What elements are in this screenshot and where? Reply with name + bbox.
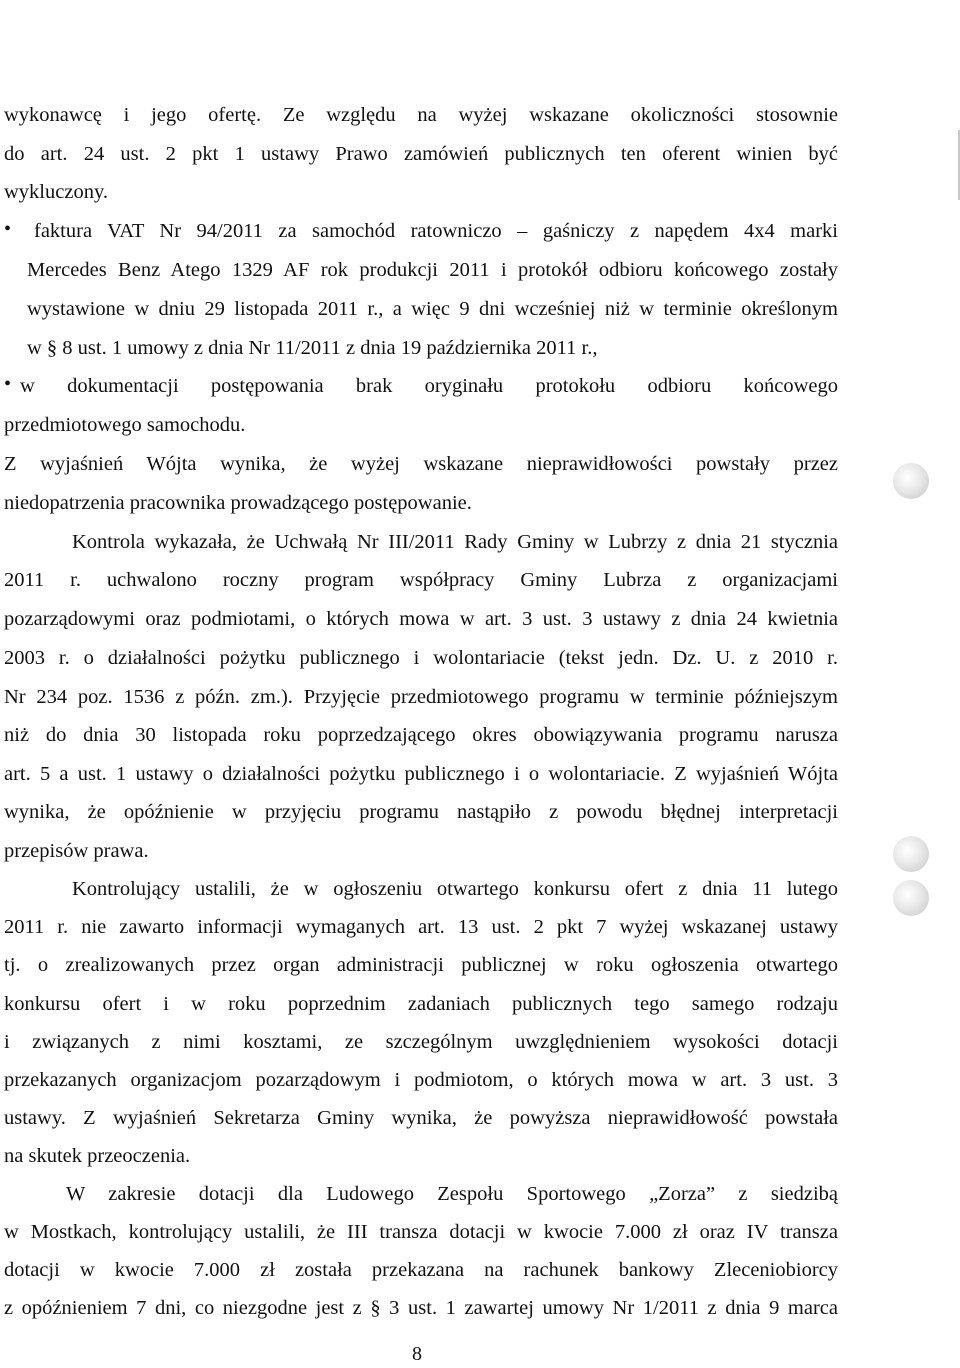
- paragraph-first-line: Kontrola wykazała, że Uchwałą Nr III/2011 Rady Gminy w Lubrzy z dnia 21 stycznia: [72, 531, 838, 553]
- bullet-marker: •: [4, 218, 12, 240]
- text-line: przedmiotowego samochodu.: [4, 414, 246, 436]
- text-line: i związanych z nimi kosztami, ze szczególnym uwzględnieniem wysokości dotacji: [4, 1031, 838, 1053]
- text-line: na skutek przeoczenia.: [4, 1145, 191, 1167]
- text-line: pozarządowymi oraz podmiotami, o których mowa w art. 3 ust. 3 ustawy z dnia 24 kwietnia: [4, 608, 838, 630]
- text-line: 2003 r. o działalności pożytku publicznego i wolontariacie (tekst jedn. Dz. U. z 2010 r.: [4, 647, 838, 669]
- text-line: w Mostkach, kontrolujący ustalili, że III transza dotacji w kwocie 7.000 zł oraz IV transza: [4, 1221, 838, 1243]
- text-line: Nr 234 poz. 1536 z późn. zm.). Przyjęcie przedmiotowego programu w terminie późniejszym: [4, 686, 838, 708]
- bullet-item-text: w dokumentacji postępowania brak oryginału protokołu odbioru końcowego: [20, 375, 838, 397]
- text-line: wynika, że opóźnienie w przyjęciu programu nastąpiło z powodu błędnej interpretacji: [4, 801, 838, 823]
- text-line: niż do dnia 30 listopada roku poprzedzającego okres obowiązywania programu narusza: [4, 724, 838, 746]
- text-line: tj. o zrealizowanych przez organ administracji publicznej w roku ogłoszenia otwartego: [4, 954, 838, 976]
- text-line: 2011 r. nie zawarto informacji wymaganych art. 13 ust. 2 pkt 7 wyżej wskazanej ustawy: [4, 916, 838, 938]
- text-line: niedopatrzenia pracownika prowadzącego postępowanie.: [4, 492, 472, 514]
- text-line: Z wyjaśnień Wójta wynika, że wyżej wskazane nieprawidłowości powstały przez: [4, 453, 838, 475]
- text-line: ustawy. Z wyjaśnień Sekretarza Gminy wynika, że powyższa nieprawidłowość powstała: [4, 1107, 838, 1129]
- text-line: do art. 24 ust. 2 pkt 1 ustawy Prawo zamówień publicznych ten oferent winien być: [4, 143, 838, 165]
- bullet-marker: •: [4, 373, 12, 395]
- text-line: przekazanych organizacjom pozarządowym i podmiotom, o których mowa w art. 3 ust. 3: [4, 1069, 838, 1091]
- punch-hole-mark: [893, 880, 929, 916]
- punch-hole-mark: [893, 836, 929, 872]
- text-line: 2011 r. uchwalono roczny program współpracy Gminy Lubrza z organizacjami: [4, 569, 838, 591]
- text-line: wykluczony.: [4, 181, 108, 203]
- paragraph-first-line: W zakresie dotacji dla Ludowego Zespołu Sportowego „Zorza” z siedzibą: [66, 1183, 838, 1205]
- text-line: w § 8 ust. 1 umowy z dnia Nr 11/2011 z dnia 19 października 2011 r.,: [27, 337, 598, 359]
- text-line: z opóźnieniem 7 dni, co niezgodne jest z § 3 ust. 1 zawartej umowy Nr 1/2011 z dnia 9 marca: [4, 1297, 838, 1319]
- text-line: dotacji w kwocie 7.000 zł została przekazana na rachunek bankowy Zleceniobiorcy: [4, 1259, 838, 1281]
- text-line: konkursu ofert i w roku poprzednim zadaniach publicznych tego samego rodzaju: [4, 993, 838, 1015]
- text-line: przepisów prawa.: [4, 840, 149, 862]
- punch-hole-mark: [893, 463, 929, 499]
- text-line: art. 5 a ust. 1 ustawy o działalności pożytku publicznego i o wolontariacie. Z wyjaśnień Wójta: [4, 763, 838, 785]
- bullet-item-text: faktura VAT Nr 94/2011 za samochód ratowniczo – gaśniczy z napędem 4x4 marki: [34, 220, 838, 242]
- page-number: 8: [412, 1343, 422, 1365]
- text-line: Mercedes Benz Atego 1329 AF rok produkcji 2011 i protokół odbioru końcowego zostały: [27, 259, 838, 281]
- paragraph-first-line: Kontrolujący ustalili, że w ogłoszeniu otwartego konkursu ofert z dnia 11 lutego: [72, 878, 838, 900]
- text-line: wystawione w dniu 29 listopada 2011 r., a więc 9 dni wcześniej niż w terminie określonym: [27, 298, 838, 320]
- text-line: wykonawcę i jego ofertę. Ze względu na wyżej wskazane okoliczności stosownie: [4, 104, 838, 126]
